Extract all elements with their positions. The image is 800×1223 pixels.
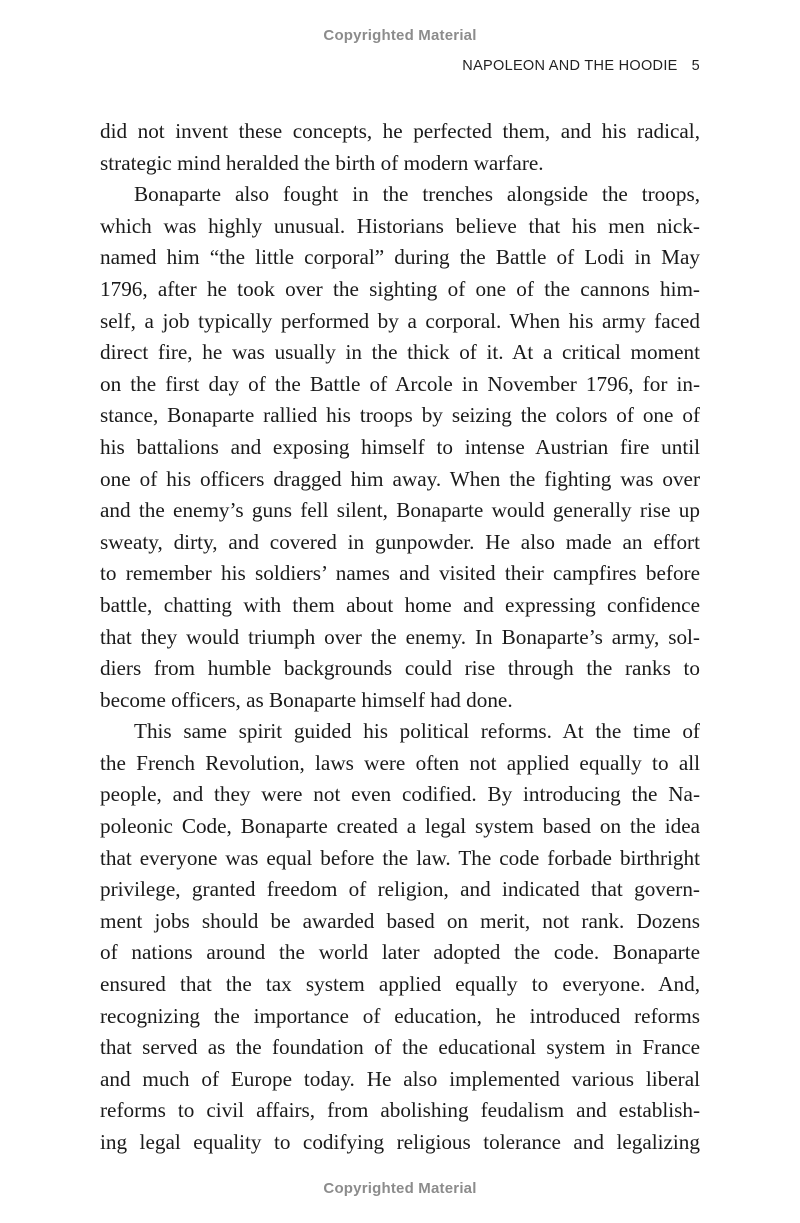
text-line: ment jobs should be awarded based on merit, not rank. Dozens	[100, 908, 700, 933]
text-line: sweaty, dirty, and covered in gunpowder. He also made an effort	[100, 529, 700, 554]
text-line: stance, Bonaparte rallied his troops by seizing the colors of one of	[100, 403, 700, 428]
text-line: named him “the little corporal” during the Battle of Lodi in May	[100, 245, 700, 270]
body-text	[100, 116, 700, 1159]
text-line: the French Revolution, laws were often not applied equally to all	[100, 750, 700, 775]
text-line: to remember his soldiers’ names and visited their campfires before	[100, 561, 700, 586]
text-line: and the enemy’s guns fell silent, Bonaparte would generally rise up	[100, 498, 700, 523]
text-line: self, a job typically performed by a corporal. When his army faced	[100, 308, 700, 333]
text-line: battle, chatting with them about home and expressing confidence	[100, 592, 700, 617]
text-line: strategic mind heralded the birth of modern warfare.	[100, 150, 544, 175]
text-line: on the first day of the Battle of Arcole in November 1796, for in-	[100, 371, 700, 396]
text-line: one of his officers dragged him away. When the fighting was over	[100, 466, 700, 491]
text-line: did not invent these concepts, he perfected them, and his radical,	[100, 119, 700, 143]
page-number: 5	[691, 58, 700, 74]
text-line: that everyone was equal before the law. The code forbade birthright	[100, 845, 700, 870]
paragraph	[100, 116, 700, 179]
text-line: Bonaparte also fought in the trenches alongside the troops,	[134, 182, 700, 207]
text-line: which was highly unusual. Historians believe that his men nick-	[100, 213, 700, 238]
text-line: poleonic Code, Bonaparte created a legal system based on the idea	[100, 814, 700, 839]
text-line: and much of Europe today. He also implemented various liberal	[100, 1066, 700, 1091]
running-head-title: NAPOLEON AND THE HOODIE	[462, 58, 678, 74]
text-line: recognizing the importance of education, he introduced reforms	[100, 1003, 700, 1028]
text-line: his battalions and exposing himself to intense Austrian fire until	[100, 434, 700, 459]
running-head	[462, 58, 700, 74]
text-line: direct fire, he was usually in the thick of it. At a critical moment	[100, 340, 700, 365]
paragraph	[100, 716, 700, 1158]
text-line: ing legal equality to codifying religious tolerance and legalizing	[100, 1130, 700, 1154]
text-line: 1796, after he took over the sighting of one of the cannons him-	[100, 276, 700, 301]
text-line: This same spirit guided his political reforms. At the time of	[134, 719, 700, 744]
text-line: diers from humble backgrounds could rise through the ranks to	[100, 656, 700, 681]
text-line: of nations around the world later adopted the code. Bonaparte	[100, 940, 700, 965]
text-line: ensured that the tax system applied equally to everyone. And,	[100, 972, 700, 997]
text-line: privilege, granted freedom of religion, and indicated that govern-	[100, 877, 700, 902]
text-line: become officers, as Bonaparte himself had done.	[100, 687, 513, 712]
text-line: people, and they were not even codified. By introducing the Na-	[100, 782, 700, 807]
copyright-watermark-bottom: Copyrighted Material	[323, 1180, 477, 1197]
paragraph	[100, 179, 700, 716]
copyright-watermark-top: Copyrighted Material	[323, 27, 477, 44]
text-line: that served as the foundation of the educational system in France	[100, 1035, 700, 1060]
text-line: that they would triumph over the enemy. In Bonaparte’s army, sol-	[100, 624, 700, 649]
text-line: reforms to civil affairs, from abolishing feudalism and establish-	[100, 1098, 700, 1123]
